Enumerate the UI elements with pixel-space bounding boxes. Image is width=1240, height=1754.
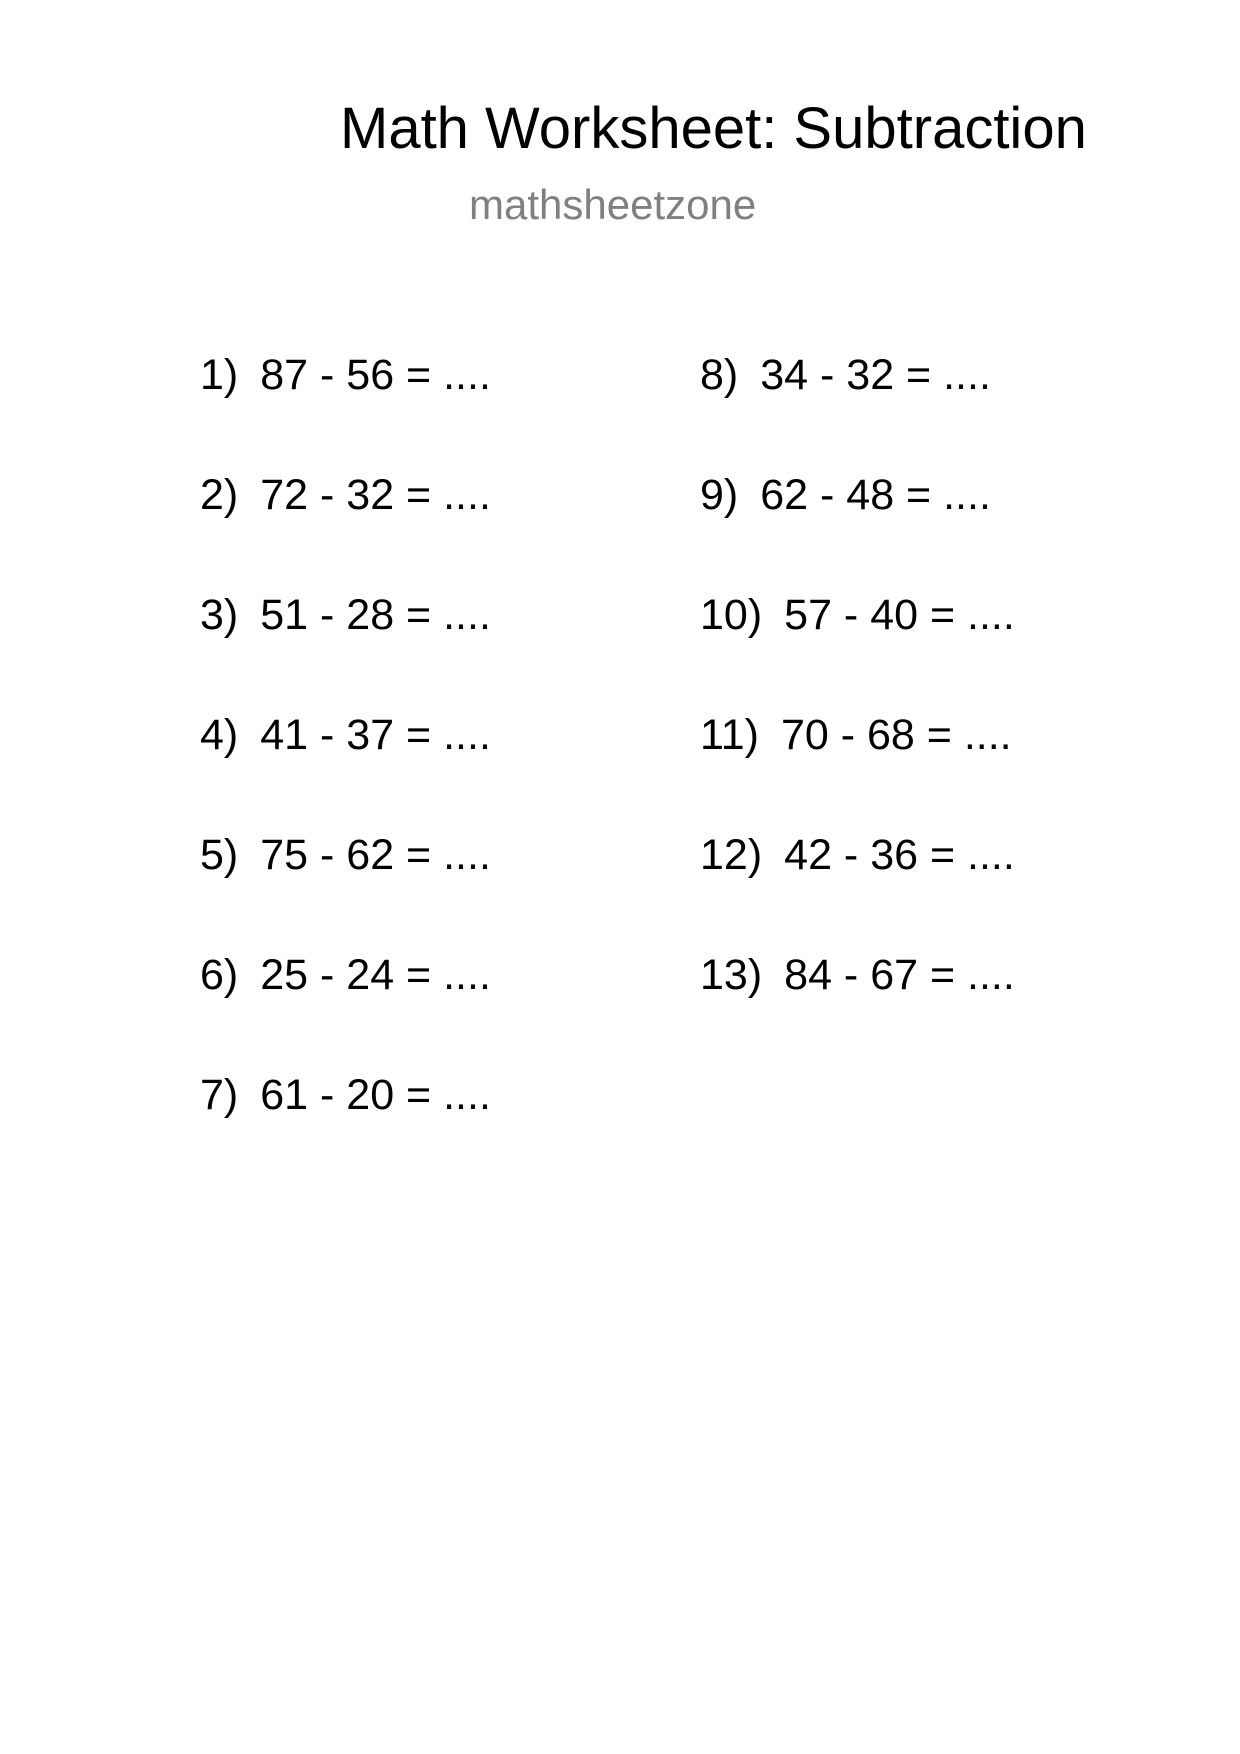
problem-expression: 57 - 40 = .... bbox=[784, 591, 1015, 639]
problem-item bbox=[700, 351, 1140, 474]
problem-expression: 51 - 28 = .... bbox=[260, 591, 491, 639]
problem-number: 6) bbox=[200, 951, 239, 999]
problem-item bbox=[200, 471, 640, 594]
problem-item bbox=[700, 951, 1140, 1074]
problem-column-left bbox=[200, 351, 640, 1194]
problem-expression: 25 - 24 = .... bbox=[260, 951, 491, 999]
problem-item bbox=[700, 591, 1140, 714]
problem-expression: 34 - 32 = .... bbox=[760, 351, 991, 399]
problem-number: 10) bbox=[700, 591, 763, 639]
problem-expression: 62 - 48 = .... bbox=[760, 471, 991, 519]
problem-number: 7) bbox=[200, 1071, 239, 1119]
problem-number: 8) bbox=[700, 351, 739, 399]
worksheet-title: Math Worksheet: Subtraction bbox=[340, 96, 1087, 161]
problem-expression: 75 - 62 = .... bbox=[260, 831, 491, 879]
problem-expression: 42 - 36 = .... bbox=[784, 831, 1015, 879]
problem-item bbox=[700, 711, 1140, 834]
problem-expression: 84 - 67 = .... bbox=[784, 951, 1015, 999]
problem-number: 5) bbox=[200, 831, 239, 879]
problem-number: 2) bbox=[200, 471, 239, 519]
problem-number: 3) bbox=[200, 591, 239, 639]
problem-number: 9) bbox=[700, 471, 739, 519]
problem-number: 13) bbox=[700, 951, 763, 999]
problem-item bbox=[200, 831, 640, 954]
problem-expression: 72 - 32 = .... bbox=[260, 471, 491, 519]
problem-expression: 61 - 20 = .... bbox=[260, 1071, 491, 1119]
problem-item bbox=[200, 351, 640, 474]
problem-item bbox=[200, 1071, 640, 1194]
problem-item bbox=[200, 591, 640, 714]
problem-item bbox=[200, 951, 640, 1074]
problem-expression: 87 - 56 = .... bbox=[260, 351, 491, 399]
problem-column-right bbox=[700, 351, 1140, 1074]
problem-item bbox=[700, 471, 1140, 594]
problem-number: 12) bbox=[700, 831, 763, 879]
worksheet-source: mathsheetzone bbox=[469, 181, 757, 228]
problem-number: 4) bbox=[200, 711, 239, 759]
problem-item bbox=[700, 831, 1140, 954]
problem-expression: 41 - 37 = .... bbox=[260, 711, 491, 759]
problem-number: 11) bbox=[700, 711, 759, 759]
problem-item bbox=[200, 711, 640, 834]
problem-expression: 70 - 68 = .... bbox=[780, 711, 1012, 759]
problem-number: 1) bbox=[200, 351, 239, 399]
